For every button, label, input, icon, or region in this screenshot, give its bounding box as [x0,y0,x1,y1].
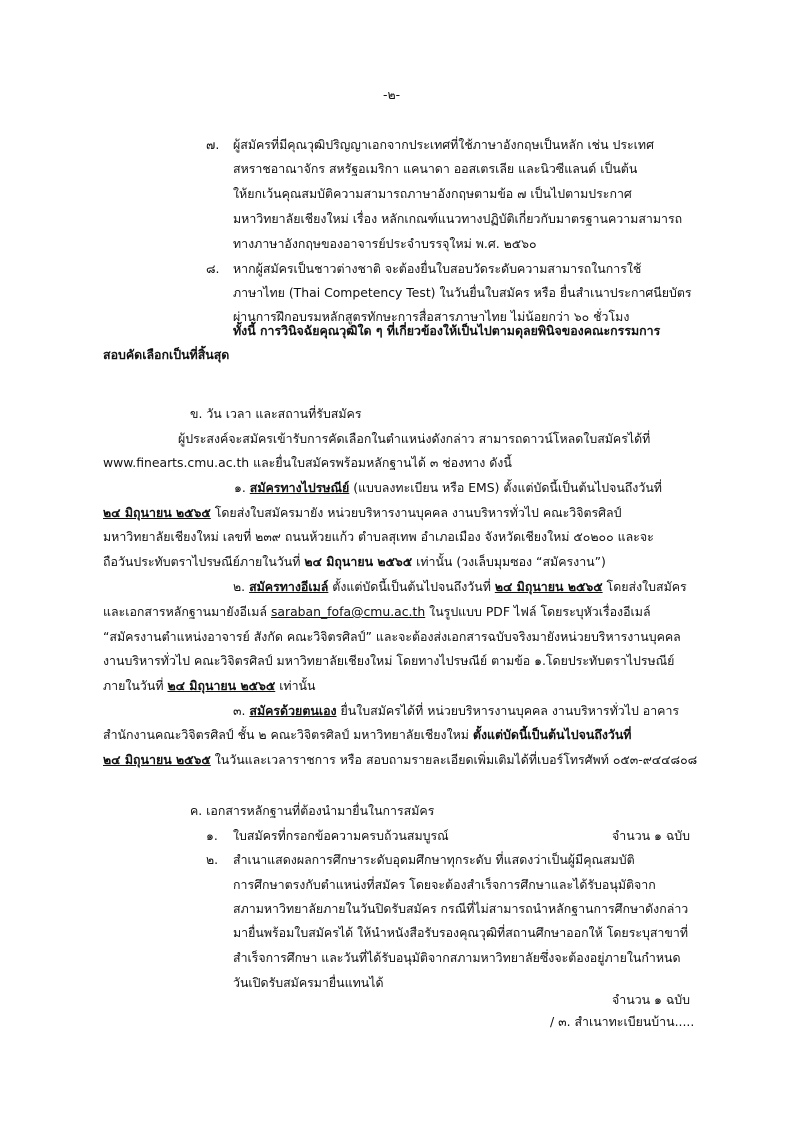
channel-2-text: งานบริหารทั่วไป คณะวิจิตรศิลป์ มหาวิทยาลัยเชียงใหม่ โดยทางไปรษณีย์ ตามข้อ ๑.โดยประทับตราไปรษณีย์ [103,653,675,668]
channel-1-text: โดยส่งใบสมัครมายัง หน่วยบริหารงานบุคคล งานบริหารทั่วไป คณะวิจิตรศิลป์ [210,505,622,520]
channel-3-line [103,724,631,746]
channel-3-text: ยื่นใบสมัครได้ที่ หน่วยบริหารงานบุคคล งานบริหารทั่วไป อาคาร [336,703,680,718]
qualification-7-line: มหาวิทยาลัยเชียงใหม่ เรื่อง หลักเกณฑ์แนวทางปฏิบัติเกี่ยวกับมาตรฐานความสามารถ [233,211,683,226]
document-2-number: ๒. [206,852,219,867]
channel-2-text: ตั้งแต่บัดนี้เป็นต้นไปจนถึงวันที่ [328,579,495,594]
qualification-7-line: ทางภาษาอังกฤษของอาจารย์ประจำบรรจุใหม่ พ.ศ. ๒๕๖๐ [233,236,537,251]
qualification-7-line: ให้ยกเว้นคุณสมบัติความสามารถภาษาอังกฤษตามข้อ ๗ เป็นไปตามประกาศ [233,186,632,201]
document-2-amount: จำนวน ๑ ฉบับ [612,992,691,1007]
section-b-heading: ข. วัน เวลา และสถานที่รับสมัคร [190,406,362,421]
channel-3-line [233,700,679,722]
document-2-line: สำเร็จการศึกษา และวันที่ได้รับอนุมัติจากสภามหาวิทยาลัยซึ่งจะต้องอยู่ภายในกำหนด [233,950,681,965]
document-2-line: มายื่นพร้อมใบสมัครได้ ให้นำหนังสือรับรองคุณวุฒิที่สถานศึกษาออกให้ โดยระบุสาขาที่ [233,925,688,940]
channel-1-text: ถือวันประทับตราไปรษณีย์ภายในวันที่ [103,554,305,569]
qualification-7-number: ๗. [206,137,220,152]
qualification-8-line: หากผู้สมัครเป็นชาวต่างชาติ จะต้องยื่นใบสอบวัดระดับความสามารถในการใช้ [233,261,642,276]
channel-1-text: (แบบลงทะเบียน หรือ EMS) ตั้งแต่บัดนี้เป็นต้นไปจนถึงวันที่ [349,480,662,495]
section-b-intro-cont: www.finearts.cmu.ac.th และยื่นใบสมัครพร้อมหลักฐานได้ ๓ ช่องทาง ดังนี้ [103,455,512,470]
channel-1-text: เท่านั้น (วงเล็บมุมซอง “สมัครงาน”) [412,554,606,569]
qualification-7-line: สหราชอาณาจักร สหรัฐอเมริกา แคนาดา ออสเตรเลีย และนิวซีแลนด์ เป็นต้น [233,161,638,176]
channel-2-text: ภายในวันที่ [103,678,168,693]
document-1-text: ใบสมัครที่กรอกข้อความครบถ้วนสมบูรณ์ [233,828,449,843]
email-link[interactable]: saraban_fofa@cmu.ac.th [270,604,426,619]
document-2-line: สำเนาแสดงผลการศึกษาระดับอุดมศึกษาทุกระดับ ที่แสดงว่าเป็นผู้มีคุณสมบัติ [233,852,635,867]
channel-2-text: และเอกสารหลักฐานมายังอีเมล์ [103,604,271,619]
channel-1-address: มหาวิทยาลัยเชียงใหม่ เลขที่ ๒๓๙ ถนนห้วยแก้ว ตำบลสุเทพ อำเภอเมือง จังหวัดเชียงใหม่ ๕๐๒๐๐ และจะ [103,529,654,544]
channel-1-line [103,502,622,524]
channel-3-emphasis: ตั้งแต่บัดนี้เป็นต้นไปจนถึงวันที่ [472,727,632,742]
document-1-number: ๑. [206,828,218,843]
deadline-date: ๒๔ มิถุนายน ๒๕๖๕ [103,505,211,520]
channel-2-line [103,601,651,623]
qualification-8-line: ผ่านการฝึกอบรมหลักสูตรทักษะการสื่อสารภาษาไทย ไม่น้อยกว่า ๖๐ ชั่วโมง [233,309,630,324]
qualification-final-note: ทั้งนี้ การวินิจฉัยคุณวุฒิใด ๆ ที่เกี่ยวข้องให้เป็นไปตามดุลยพินิจของคณะกรรมการ [233,323,661,338]
qualification-7-line: ผู้สมัครที่มีคุณวุฒิปริญญาเอกจากประเทศที่ใช้ภาษาอังกฤษเป็นหลัก เช่น ประเทศ [233,137,654,152]
qualification-8-line: ภาษาไทย (Thai Competency Test) ในวันยื่นใบสมัคร หรือ ยื่นสำเนาประกาศนียบัตร [233,285,692,300]
section-c-heading: ค. เอกสารหลักฐานที่ต้องนำมายื่นในการสมัคร [190,803,435,818]
channel-1-line [103,551,606,573]
channel-2-text: โดยส่งใบสมัคร [602,579,687,594]
document-1-amount: จำนวน ๑ ฉบับ [612,828,691,843]
channel-2-subject: “สมัครงานตำแหน่งอาจารย์ สังกัด คณะวิจิตรศิลป์” และจะต้องส่งเอกสารฉบับจริงมายังหน่วยบริหารงานบุคคล [103,629,681,644]
section-b-intro: ผู้ประสงค์จะสมัครเข้ารับการคัดเลือกในตำแหน่งดังกล่าว สามารถดาวน์โหลดใบสมัครได้ที่ [178,431,651,446]
deadline-date: ๒๔ มิถุนายน ๒๕๖๕ [167,678,276,693]
channel-1-title: สมัครทางไปรษณีย์ [249,480,350,495]
channel-2-text: เท่านั้น [275,678,316,693]
page-number: -๒- [383,87,401,102]
channel-2-line [103,675,316,697]
deadline-date: ๒๔ มิถุนายน ๒๕๖๕ [494,579,603,594]
document-2-line: วันเปิดรับสมัครมายื่นแทนได้ [233,975,384,990]
document-2-line: สภามหาวิทยาลัยภายในวันปิดรับสมัคร กรณีที่ไม่สามารถนำหลักฐานการศึกษาดังกล่าว [233,901,689,916]
channel-2-text: ในรูปแบบ PDF ไฟล์ โดยระบุหัวเรื่องอีเมล์ [425,604,651,619]
channel-1-number: ๑. [234,480,246,495]
channel-2-line [233,576,687,598]
channel-3-text: ในวันและเวลาราชการ หรือ สอบถามรายละเอียดเพิ่มเติมได้ที่เบอร์โทรศัพท์ ๐๕๓-๙๔๔๘๐๘ [210,752,698,767]
qualification-8-number: ๘. [206,261,220,276]
deadline-date: ๒๔ มิถุนายน ๒๕๖๕ [103,752,211,767]
channel-2-number: ๒. [233,579,246,594]
document-2-line: การศึกษาตรงกับตำแหน่งที่สมัคร โดยจะต้องสำเร็จการศึกษาและได้รับอนุมัติจาก [233,877,656,892]
channel-3-title: สมัครด้วยตนเอง [249,703,337,718]
channel-1-line [234,477,662,499]
channel-3-line [103,749,697,771]
channel-3-text: สำนักงานคณะวิจิตรศิลป์ ชั้น ๒ คณะวิจิตรศิลป์ มหาวิทยาลัยเชียงใหม่ [103,727,473,742]
channel-3-number: ๓. [233,703,246,718]
deadline-date: ๒๔ มิถุนายน ๒๕๖๕ [304,554,413,569]
channel-2-title: สมัครทางอีเมล์ [249,579,329,594]
qualification-final-note-cont: สอบคัดเลือกเป็นที่สิ้นสุด [103,347,230,362]
continuation-note: / ๓. สำเนาทะเบียนบ้าน..... [550,1014,695,1029]
